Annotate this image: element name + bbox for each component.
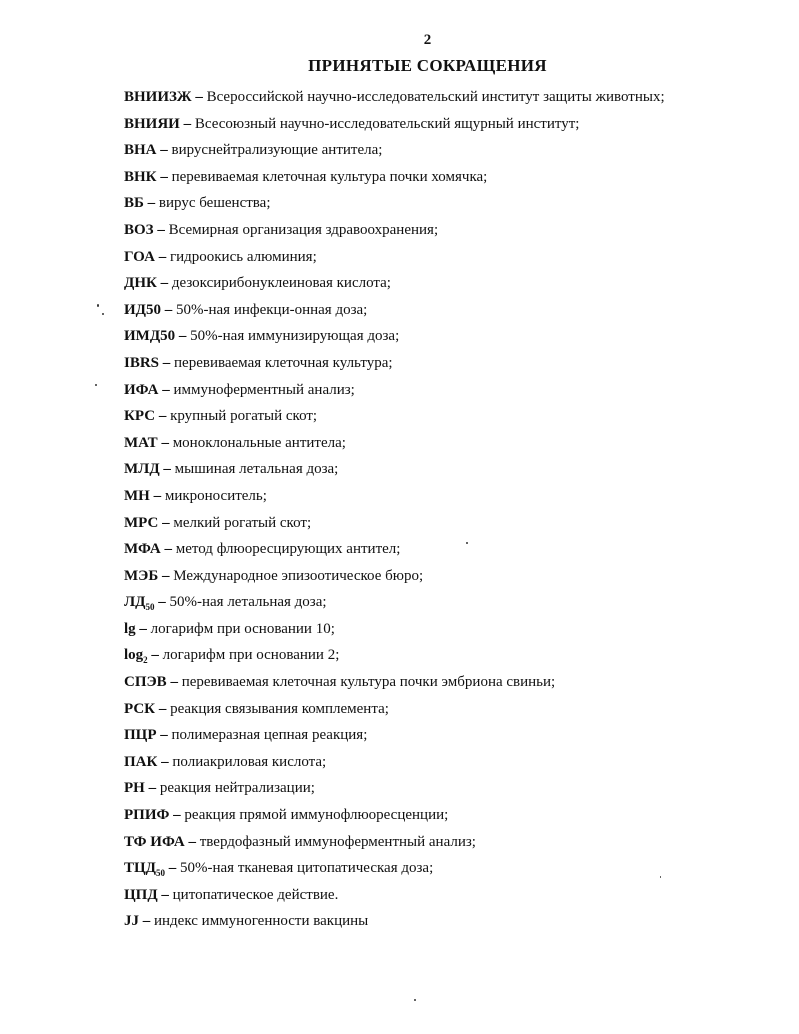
- abbreviation-dash: –: [157, 434, 173, 451]
- abbreviation-subscript: 50: [156, 868, 165, 879]
- abbreviation-term: [124, 594, 155, 613]
- abbreviation-definition: полиакриловая кислота;: [172, 753, 327, 770]
- abbreviation-row: [124, 510, 764, 537]
- abbreviation-definition: Международное эпизоотическое бюро;: [173, 567, 424, 584]
- abbreviation-term: [124, 807, 169, 823]
- scan-speck: [95, 384, 97, 386]
- abbreviation-term: [124, 116, 180, 132]
- abbreviation-definition: реакция нейтрализации;: [159, 780, 315, 797]
- abbreviation-row: [124, 297, 764, 324]
- abbreviation-row: [124, 642, 764, 669]
- abbreviation-definition: 50%-ная иммунизирующая доза;: [190, 328, 400, 345]
- abbreviation-dash: –: [165, 860, 180, 877]
- abbreviation-term: [124, 408, 155, 424]
- abbreviation-term-text: ТФ ИФА: [124, 833, 185, 850]
- abbreviation-term-text: ВНА: [124, 142, 157, 159]
- abbreviation-term: [124, 541, 161, 557]
- abbreviation-dash: –: [158, 567, 174, 584]
- abbreviation-row: [124, 377, 764, 404]
- abbreviation-row: [124, 430, 764, 457]
- abbreviation-dash: –: [191, 89, 207, 105]
- abbreviation-definition: дезоксирибонуклеиновая кислота;: [171, 275, 391, 292]
- abbreviation-dash: –: [153, 221, 169, 238]
- abbreviation-row: [124, 164, 764, 191]
- abbreviation-dash: –: [144, 780, 160, 797]
- abbreviation-term-text: IBRS: [124, 354, 160, 371]
- abbreviation-dash: –: [147, 647, 163, 664]
- abbreviation-row: [124, 270, 764, 297]
- abbreviation-term-text: ВОЗ: [124, 221, 154, 238]
- abbreviation-row: [124, 616, 764, 643]
- abbreviation-definition: индекс иммуногенности вакцины: [154, 913, 369, 930]
- abbreviation-term-text: ИФА: [124, 381, 159, 398]
- abbreviation-term-text: ГОА: [124, 248, 155, 265]
- abbreviation-term-text: СПЭВ: [124, 674, 167, 691]
- abbreviation-row: [124, 456, 764, 483]
- abbreviation-subscript: 50: [145, 602, 155, 613]
- abbreviation-dash: –: [166, 674, 182, 691]
- scan-speck: [660, 876, 661, 878]
- abbreviation-dash: –: [135, 620, 151, 637]
- scan-speck: [97, 304, 99, 307]
- abbreviation-definition: Всероссийской научно-исследовательский институт защиты животных;: [206, 89, 665, 105]
- abbreviation-row: [124, 403, 764, 430]
- abbreviation-definition: микроноситель;: [164, 487, 267, 504]
- abbreviation-term: [124, 568, 158, 584]
- abbreviation-row: [124, 350, 764, 377]
- abbreviation-term-text: ЦПД: [124, 886, 158, 903]
- abbreviation-term: [124, 488, 150, 504]
- abbreviation-term: [124, 647, 148, 666]
- abbreviation-term-text: ВНИЯИ: [124, 115, 180, 132]
- abbreviation-term-text: ПЦР: [124, 727, 157, 744]
- abbreviation-row: [124, 536, 764, 563]
- abbreviation-term-text: ПАК: [124, 753, 158, 770]
- abbreviation-row: [124, 589, 764, 616]
- scan-speck: [466, 542, 468, 544]
- abbreviation-row: [124, 829, 764, 856]
- abbreviation-term-text: КРС: [124, 408, 156, 425]
- abbreviation-term: [124, 834, 185, 850]
- abbreviation-row: [124, 563, 764, 590]
- page-number: 2: [423, 32, 432, 48]
- abbreviation-dash: –: [169, 807, 185, 824]
- abbreviation-definition: моноклональные антитела;: [172, 434, 346, 451]
- abbreviation-dash: –: [155, 700, 171, 717]
- abbreviation-term: [124, 275, 157, 291]
- abbreviation-term: [124, 249, 155, 265]
- abbreviation-term-text: МРС: [124, 514, 159, 531]
- abbreviation-term: [124, 142, 157, 158]
- abbreviation-term-text: ЛД: [124, 594, 146, 611]
- abbreviation-term: [124, 860, 165, 879]
- abbreviation-definition: реакция связывания комплемента;: [170, 700, 389, 717]
- abbreviation-term-text: ДНК: [124, 275, 157, 292]
- abbreviation-term-text: РПИФ: [124, 807, 170, 824]
- abbreviation-row: [124, 84, 764, 111]
- abbreviation-row: [124, 749, 764, 776]
- abbreviation-row: [124, 882, 764, 909]
- abbreviation-definition: цитопатическое действие.: [172, 886, 339, 903]
- abbreviation-definition: логарифм при основании 2;: [162, 647, 340, 664]
- abbreviation-dash: –: [157, 753, 173, 770]
- abbreviation-dash: –: [149, 487, 165, 504]
- abbreviation-row: [124, 855, 764, 882]
- abbreviation-row: [124, 696, 764, 723]
- abbreviation-term-text: МАТ: [124, 434, 158, 451]
- abbreviation-term: [124, 222, 154, 238]
- abbreviation-row: [124, 190, 764, 217]
- abbreviation-term-text: lg: [124, 620, 136, 637]
- abbreviation-term: [124, 355, 159, 371]
- abbreviation-definition: логарифм при основании 10;: [150, 620, 335, 637]
- abbreviation-dash: –: [156, 275, 172, 292]
- abbreviation-term-text: МФА: [124, 541, 161, 558]
- abbreviation-row: [124, 483, 764, 510]
- abbreviation-definition: 50%-ная инфекци-онная доза;: [176, 301, 368, 318]
- abbreviation-term: [124, 328, 175, 344]
- abbreviation-row: [124, 669, 764, 696]
- abbreviation-term-text: РСК: [124, 700, 156, 717]
- abbreviation-dash: –: [139, 913, 154, 930]
- abbreviation-definition: метод флюоресцирующих антител;: [175, 541, 401, 558]
- abbreviation-term: [124, 89, 192, 105]
- abbreviation-row: [124, 802, 764, 829]
- abbreviation-term: [124, 515, 158, 531]
- abbreviation-term: [124, 169, 157, 185]
- abbreviation-term: [124, 195, 144, 211]
- abbreviation-term: [124, 621, 136, 637]
- abbreviation-dash: –: [175, 328, 191, 345]
- abbreviation-term: [124, 913, 139, 929]
- abbreviation-row: [124, 111, 764, 138]
- abbreviation-definition: вируснейтрализующие антитела;: [171, 142, 383, 159]
- abbreviation-term: [124, 461, 160, 477]
- abbreviation-definition: перевиваемая клеточная культура почки эмбриона свиньи;: [181, 674, 556, 691]
- abbreviation-dash: –: [158, 514, 174, 531]
- abbreviation-row: [124, 908, 764, 935]
- abbreviation-row: [124, 775, 764, 802]
- abbreviation-dash: –: [157, 886, 173, 903]
- abbreviation-dash: –: [154, 594, 170, 611]
- abbreviation-term-text: ИД50: [124, 301, 161, 318]
- abbreviation-term: [124, 701, 155, 717]
- abbreviation-definition: мышиная летальная доза;: [174, 461, 339, 478]
- abbreviation-subscript: 2: [143, 655, 148, 666]
- abbreviation-term-text: МЭБ: [124, 567, 159, 584]
- page-title: ПРИНЯТЫЕ СОКРАЩЕНИЯ: [308, 56, 547, 75]
- abbreviation-dash: –: [159, 461, 175, 478]
- abbreviation-dash: –: [159, 354, 175, 371]
- abbreviation-dash: –: [160, 541, 176, 558]
- abbreviation-dash: –: [161, 301, 176, 318]
- abbreviation-dash: –: [179, 115, 195, 132]
- abbreviation-definition: иммуноферментный анализ;: [173, 381, 355, 398]
- abbreviation-list: [124, 84, 764, 935]
- abbreviation-row: [124, 722, 764, 749]
- abbreviation-definition: Всемирная организация здравоохранения;: [168, 221, 439, 238]
- abbreviation-dash: –: [154, 248, 170, 265]
- abbreviation-row: [124, 323, 764, 350]
- abbreviation-term-text: МЛД: [124, 461, 160, 478]
- abbreviation-definition: реакция прямой иммунофлюоресценции;: [184, 807, 449, 824]
- abbreviation-term-text: ВБ: [124, 195, 144, 212]
- abbreviation-definition: гидроокись алюминия;: [169, 248, 317, 265]
- abbreviation-definition: 50%-ная летальная доза;: [169, 594, 327, 611]
- abbreviation-term-text: МН: [124, 487, 150, 504]
- abbreviation-definition: Всесоюзный научно-исследовательский ящурный институт;: [194, 115, 580, 132]
- abbreviation-term: [124, 382, 158, 398]
- abbreviation-term-text: ТЦД: [124, 860, 156, 877]
- abbreviation-term: [124, 727, 157, 743]
- abbreviation-dash: –: [156, 168, 172, 185]
- abbreviation-term: [124, 887, 158, 903]
- abbreviation-dash: –: [143, 195, 159, 212]
- abbreviation-definition: 50%-ная тканевая цитопатическая доза;: [180, 860, 434, 877]
- scan-speck: [414, 999, 416, 1001]
- abbreviation-row: [124, 217, 764, 244]
- abbreviation-definition: перевиваемая клеточная культура;: [174, 354, 393, 371]
- abbreviation-term-text: ВНК: [124, 168, 157, 185]
- abbreviation-definition: вирус бешенства;: [158, 195, 271, 212]
- abbreviation-term-text: JJ: [124, 913, 139, 930]
- abbreviation-term: [124, 302, 161, 318]
- abbreviation-dash: –: [156, 727, 172, 744]
- abbreviation-term-text: РН: [124, 780, 145, 797]
- abbreviation-row: [124, 244, 764, 271]
- abbreviation-dash: –: [155, 408, 171, 425]
- abbreviation-row: [124, 137, 764, 164]
- abbreviation-term: [124, 780, 145, 796]
- abbreviation-term-text: log: [124, 647, 144, 664]
- abbreviation-term-text: ВНИИЗЖ: [124, 89, 192, 105]
- abbreviation-dash: –: [158, 381, 174, 398]
- abbreviation-dash: –: [184, 833, 200, 850]
- abbreviation-term: [124, 435, 158, 451]
- abbreviation-definition: мелкий рогатый скот;: [173, 514, 312, 531]
- abbreviation-term: [124, 754, 157, 770]
- scan-speck: [102, 313, 104, 315]
- abbreviation-definition: крупный рогатый скот;: [170, 408, 318, 425]
- abbreviation-definition: полимеразная цепная реакция;: [171, 727, 368, 744]
- abbreviation-dash: –: [156, 142, 172, 159]
- abbreviation-definition: твердофазный иммуноферментный анализ;: [199, 833, 476, 850]
- abbreviation-definition: перевиваемая клеточная культура почки хомячка;: [171, 168, 488, 185]
- abbreviation-term: [124, 674, 167, 690]
- abbreviation-term-text: ИМД50: [124, 328, 176, 345]
